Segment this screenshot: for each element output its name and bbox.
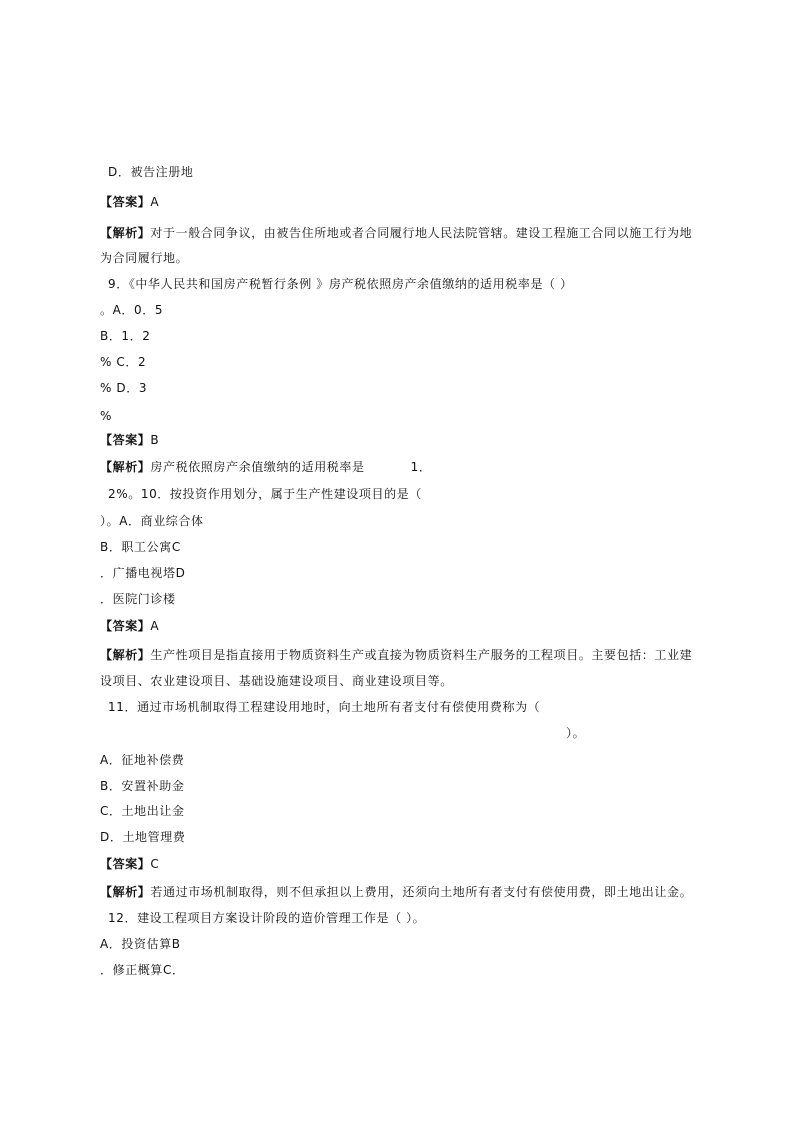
explanation-label: 【解析】 bbox=[100, 648, 151, 662]
answer-label: 【答案】 bbox=[100, 195, 151, 209]
question-11-option-a bbox=[100, 752, 184, 768]
explanation-label: 【解析】 bbox=[100, 460, 151, 474]
option-text: B．1．2 bbox=[100, 329, 151, 343]
option-text: D．土地管理费 bbox=[100, 830, 186, 844]
question-9-option-d bbox=[100, 380, 147, 396]
question-text: 12．建设工程项目方案设计阶段的造价管理工作是（ ）。 bbox=[108, 911, 426, 925]
answer-block-4 bbox=[100, 856, 159, 872]
question-11-end bbox=[566, 725, 585, 741]
answer-value: C bbox=[150, 857, 160, 871]
explanation-block-3 bbox=[100, 647, 692, 663]
question-10-option-a bbox=[100, 513, 204, 529]
option-text: C．土地出让金 bbox=[100, 804, 185, 818]
option-text: B．职工公寓C bbox=[100, 540, 181, 554]
question-12 bbox=[108, 910, 425, 926]
answer-value: A bbox=[150, 619, 160, 633]
option-text: A．征地补偿费 bbox=[100, 753, 185, 767]
question-9-option-c bbox=[100, 354, 146, 370]
question-11-option-c bbox=[100, 803, 185, 819]
explanation-text: 为合同履行地。 bbox=[100, 251, 189, 265]
question-text: 11．通过市场机制取得工程建设用地时，向土地所有者支付有偿使用费称为（ bbox=[108, 700, 541, 714]
option-text: 。A．0．5 bbox=[100, 303, 164, 317]
question-10 bbox=[108, 486, 422, 502]
question-10-option-c bbox=[100, 565, 185, 581]
explanation-text: 房产税依照房产余值缴纳的适用税率是 bbox=[150, 460, 365, 474]
explanation-label: 【解析】 bbox=[100, 226, 151, 240]
question-12-option-b bbox=[100, 962, 185, 978]
answer-value: A bbox=[150, 195, 160, 209]
explanation-text: 对于一般合同争议，由被告住所地或者合同履行地人民法院管辖。建设工程施工合同以施工行为地 bbox=[150, 226, 693, 240]
explanation-continuation-3 bbox=[100, 673, 453, 689]
question-11-option-d bbox=[100, 829, 185, 845]
option-d-previous bbox=[108, 164, 193, 180]
question-text: 2%。10．按投资作用划分，属于生产性建设项目的是（ bbox=[108, 487, 422, 501]
option-text: ．医院门诊楼 bbox=[100, 592, 176, 606]
option-text: % bbox=[100, 409, 113, 423]
option-text: ．广播电视塔D bbox=[100, 566, 186, 580]
explanation-continuation-1 bbox=[100, 250, 188, 266]
answer-block-1 bbox=[100, 194, 159, 210]
question-10-option-d bbox=[100, 591, 176, 607]
question-text: ）。 bbox=[566, 726, 586, 740]
answer-block-3 bbox=[100, 618, 159, 634]
answer-label: 【答案】 bbox=[100, 857, 151, 871]
question-9 bbox=[108, 276, 573, 292]
question-10-option-b bbox=[100, 539, 181, 555]
answer-value: B bbox=[150, 433, 160, 447]
question-9-percent bbox=[100, 408, 112, 424]
option-text: % C．2 bbox=[100, 355, 147, 369]
explanation-text: 生产性项目是指直接用于物质资料生产或直接为物质资料生产服务的工程项目。主要包括：工业建 bbox=[150, 648, 693, 662]
explanation-block-1 bbox=[100, 225, 692, 241]
option-text: ）。A．商业综合体 bbox=[100, 514, 204, 528]
explanation-text: 若通过市场机制取得，则不但承担以上费用，还须向土地所有者支付有偿使用费，即土地出让金。 bbox=[150, 885, 693, 899]
question-11-option-b bbox=[100, 778, 184, 794]
answer-label: 【答案】 bbox=[100, 433, 151, 447]
question-12-option-a bbox=[100, 936, 181, 952]
question-text: 9．《中华人民共和国房产税暂行条例 》房产税依照房产余值缴纳的适用税率是（ ） bbox=[108, 277, 573, 291]
answer-block-2 bbox=[100, 432, 159, 448]
question-11 bbox=[108, 699, 540, 715]
answer-label: 【答案】 bbox=[100, 619, 151, 633]
option-text: D．被告注册地 bbox=[108, 165, 194, 179]
option-text: A．投资估算B bbox=[100, 937, 181, 951]
question-9-option-b bbox=[100, 328, 151, 344]
explanation-text: 1． bbox=[410, 460, 432, 474]
explanation-block-4 bbox=[100, 884, 692, 900]
question-9-option-a bbox=[100, 302, 163, 318]
option-text: % D．3 bbox=[100, 381, 148, 395]
explanation-block-2 bbox=[100, 459, 431, 475]
explanation-label: 【解析】 bbox=[100, 885, 151, 899]
option-text: ．修正概算C． bbox=[100, 963, 185, 977]
option-text: B．安置补助金 bbox=[100, 779, 185, 793]
explanation-text: 设项目、农业建设项目、基础设施建设项目、商业建设项目等。 bbox=[100, 674, 453, 688]
